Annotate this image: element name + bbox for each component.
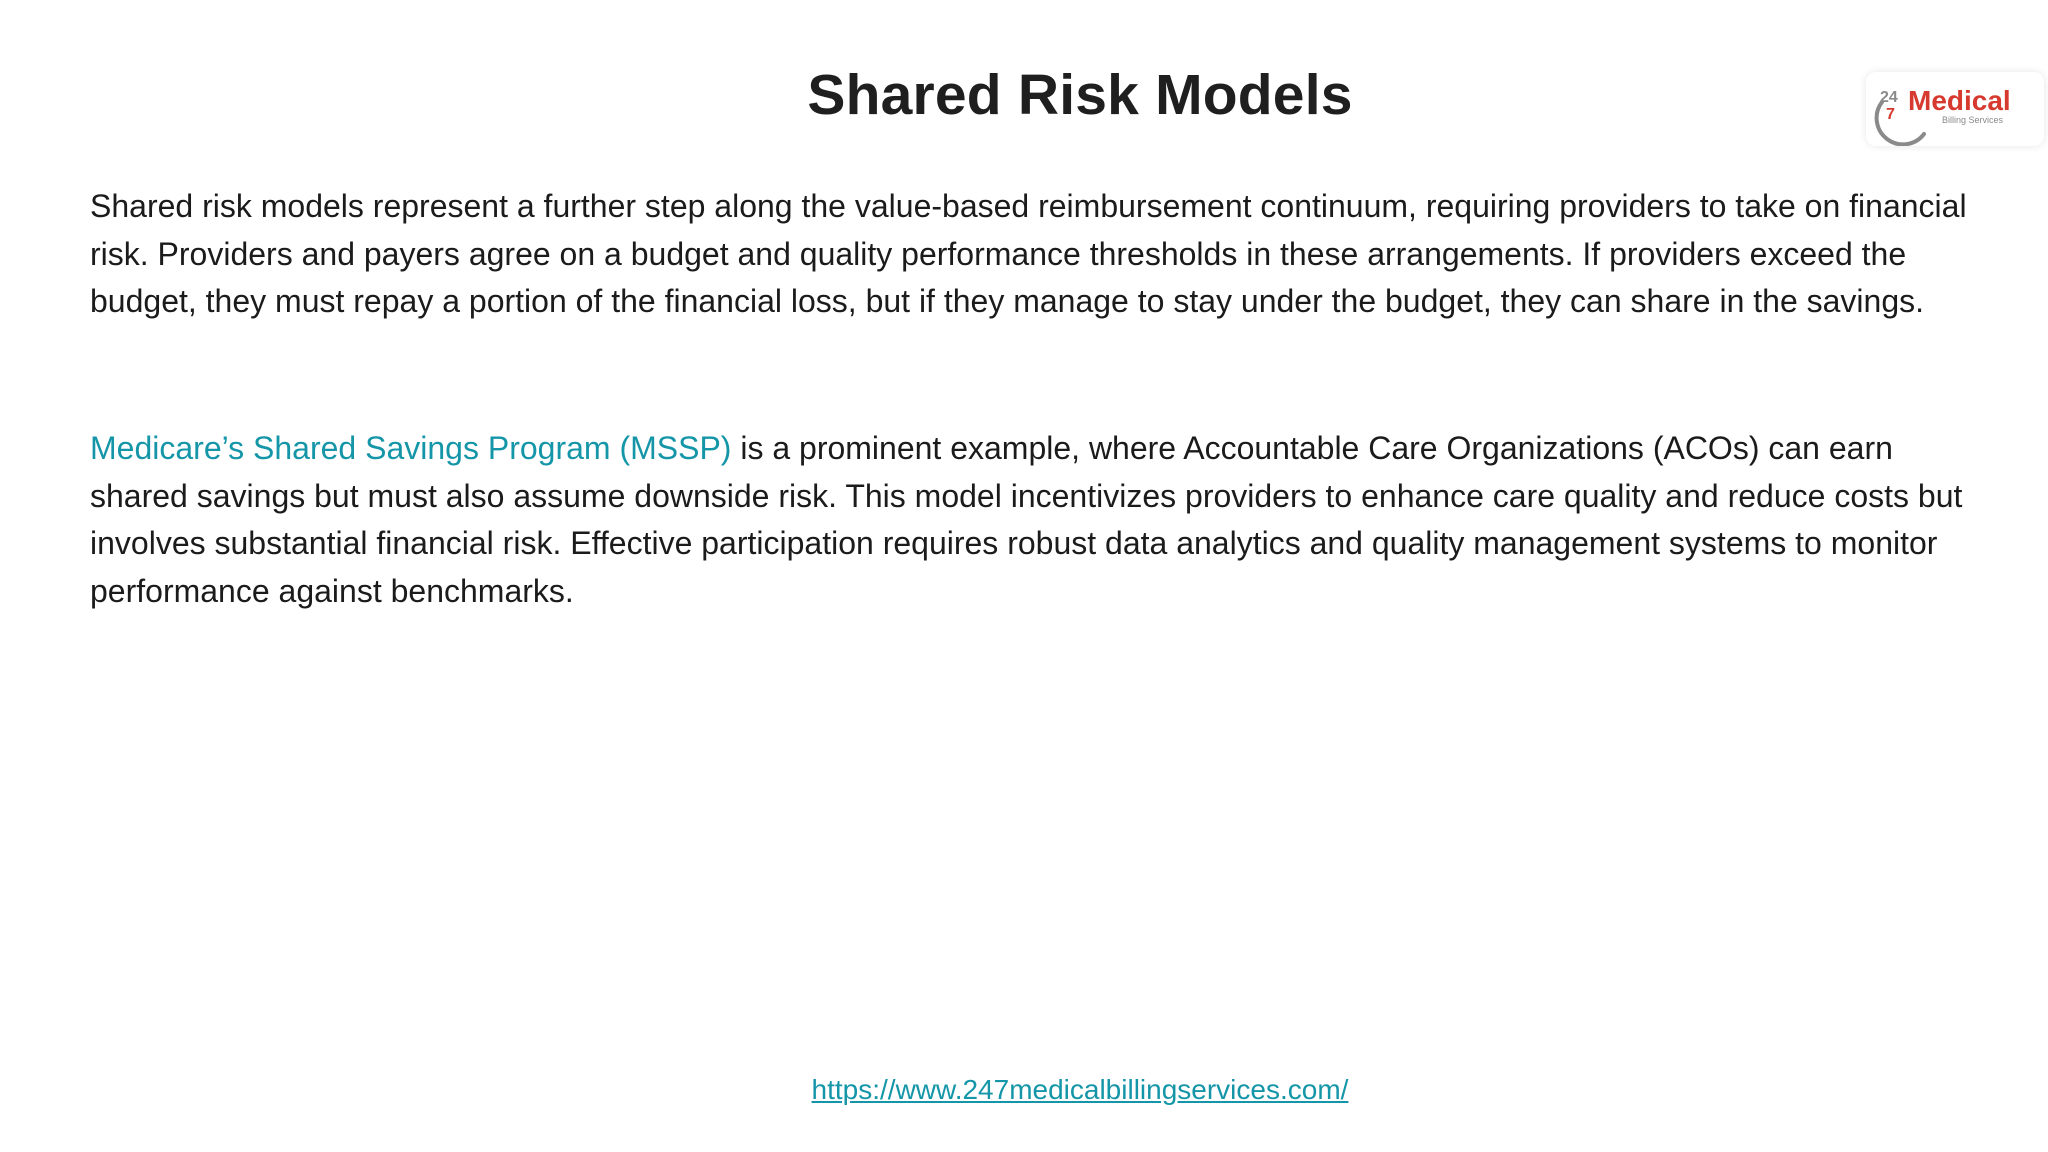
- company-logo-icon: [1866, 72, 2044, 146]
- logo-tagline: Billing Services: [1942, 115, 2004, 125]
- logo-number-bottom: 7: [1886, 106, 1895, 123]
- company-logo: [1866, 72, 2044, 146]
- paragraph-shared-risk: Shared risk models represent a further step along the value-based reimbursement continuum, requiring providers to take on financial risk. Providers and payers agree on a budget and quality performance thresholds in these arrangements. If providers exceed the budget, they must repay a portion of the financial loss, but if they manage to stay under the budget, they can share in the savings.: [90, 188, 1967, 319]
- mssp-link[interactable]: Medicare’s Shared Savings Program (MSSP): [90, 430, 732, 466]
- logo-number-top: 24: [1880, 89, 1898, 106]
- paragraph-mssp-text: is a prominent example, where Accountable Care Organizations (ACOs) can earn shared savings but must also assume downside risk. This model incentivizes providers to enhance care quality and reduce costs but involves substantial financial risk. Effective participation requires robust data analytics and quality management systems to monitor performance against benchmarks.: [90, 430, 1963, 609]
- footer-website-link[interactable]: https://www.247medicalbillingservices.com/: [811, 1074, 1349, 1105]
- logo-word: Medical: [1908, 85, 2011, 116]
- paragraph-mssp: [90, 425, 1990, 615]
- slide-title: Shared Risk Models: [807, 63, 1353, 127]
